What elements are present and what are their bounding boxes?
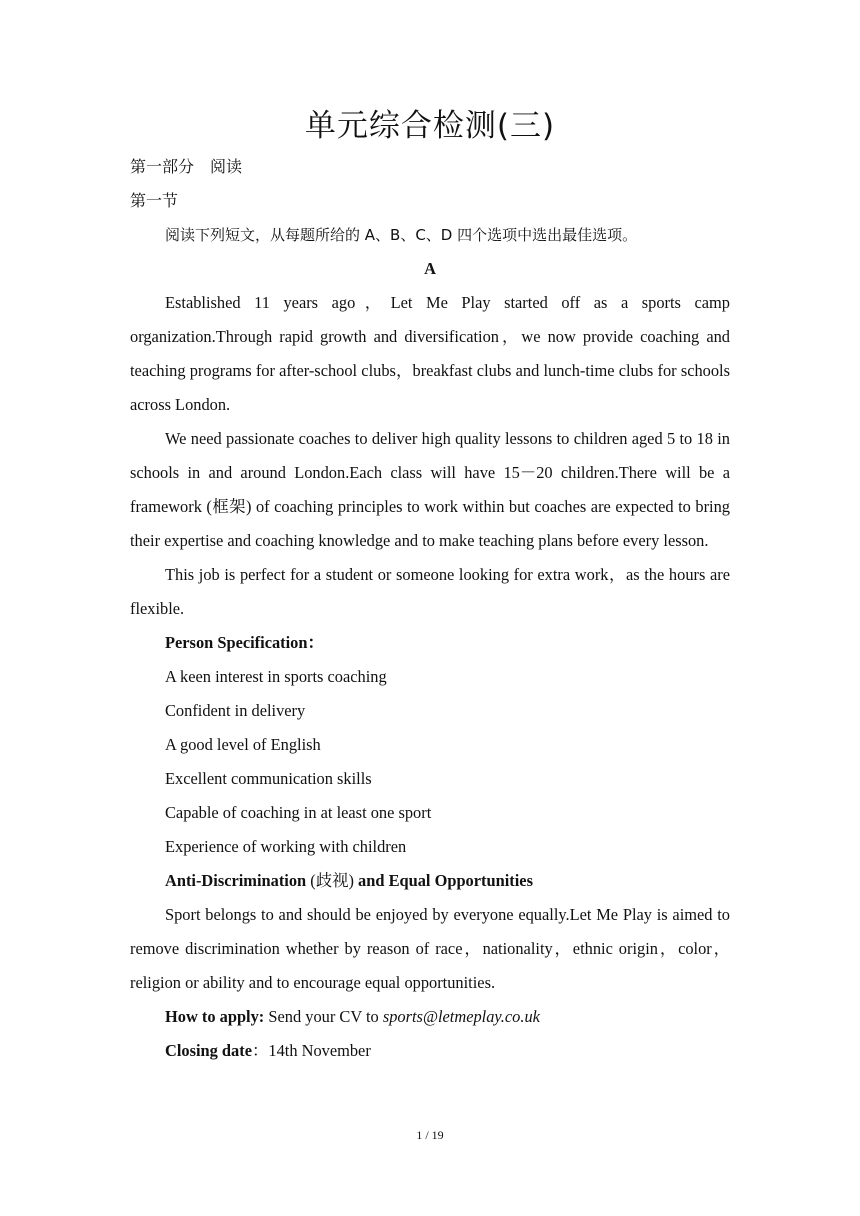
spec-heading: Person Specification： xyxy=(165,633,324,652)
document-body xyxy=(130,218,730,1068)
paragraph-flexible: This job is perfect for a student or someone looking for extra work，as the hours are flexible. xyxy=(130,565,730,618)
page-number: 1 / 19 xyxy=(416,1128,444,1142)
anti-discrimination-paragraph: Sport belongs to and should be enjoyed by everyone equally.Let Me Play is aimed to remove discrimination whether by reason of race，nationality，ethnic origin，color，religion or ability and to encourage equal opportunities. xyxy=(130,905,730,992)
instruction-text: 阅读下列短文，从每题所给的 A、B、C、D 四个选项中选出最佳选项。 xyxy=(165,226,638,244)
spec-item: A good level of English xyxy=(165,735,321,754)
page-title: 单元综合检测(三) xyxy=(304,108,556,144)
anti-discrimination-heading: Anti-Discrimination (歧视) and Equal Opportunities xyxy=(165,871,533,890)
paragraph-intro: Established 11 years ago，Let Me Play started off as a sports camp organization.Through rapid growth and diversification，we now provide coaching and teaching programs for after-school clubs，breakfast clubs and lunch-time clubs for schools across London. xyxy=(130,293,730,414)
part-heading: 第一部分 阅读 xyxy=(130,157,243,176)
spec-item: Excellent communication skills xyxy=(165,769,372,788)
spec-item: Capable of coaching in at least one sport xyxy=(165,803,432,822)
spec-item: Experience of working with children xyxy=(165,837,407,856)
paragraph-coaches: We need passionate coaches to deliver high quality lessons to children aged 5 to 18 in schools in and around London.Each class will have 15－20 children.There will be a framework (框架) of coaching principles to work within but coaches are expected to bring their expertise and coaching knowledge and to make teaching plans before every lesson. xyxy=(130,429,730,550)
closing-date: Closing date：14th November xyxy=(165,1041,371,1060)
apply-email-link[interactable]: sports@letmeplay.co.uk xyxy=(382,1007,540,1026)
section-heading: 第一节 xyxy=(130,191,179,210)
passage-label: A xyxy=(424,259,436,278)
spec-item: A keen interest in sports coaching xyxy=(165,667,387,686)
how-to-apply: How to apply: Send your CV to sports@letmeplay.co.uk xyxy=(165,1007,540,1026)
spec-item: Confident in delivery xyxy=(165,701,306,720)
